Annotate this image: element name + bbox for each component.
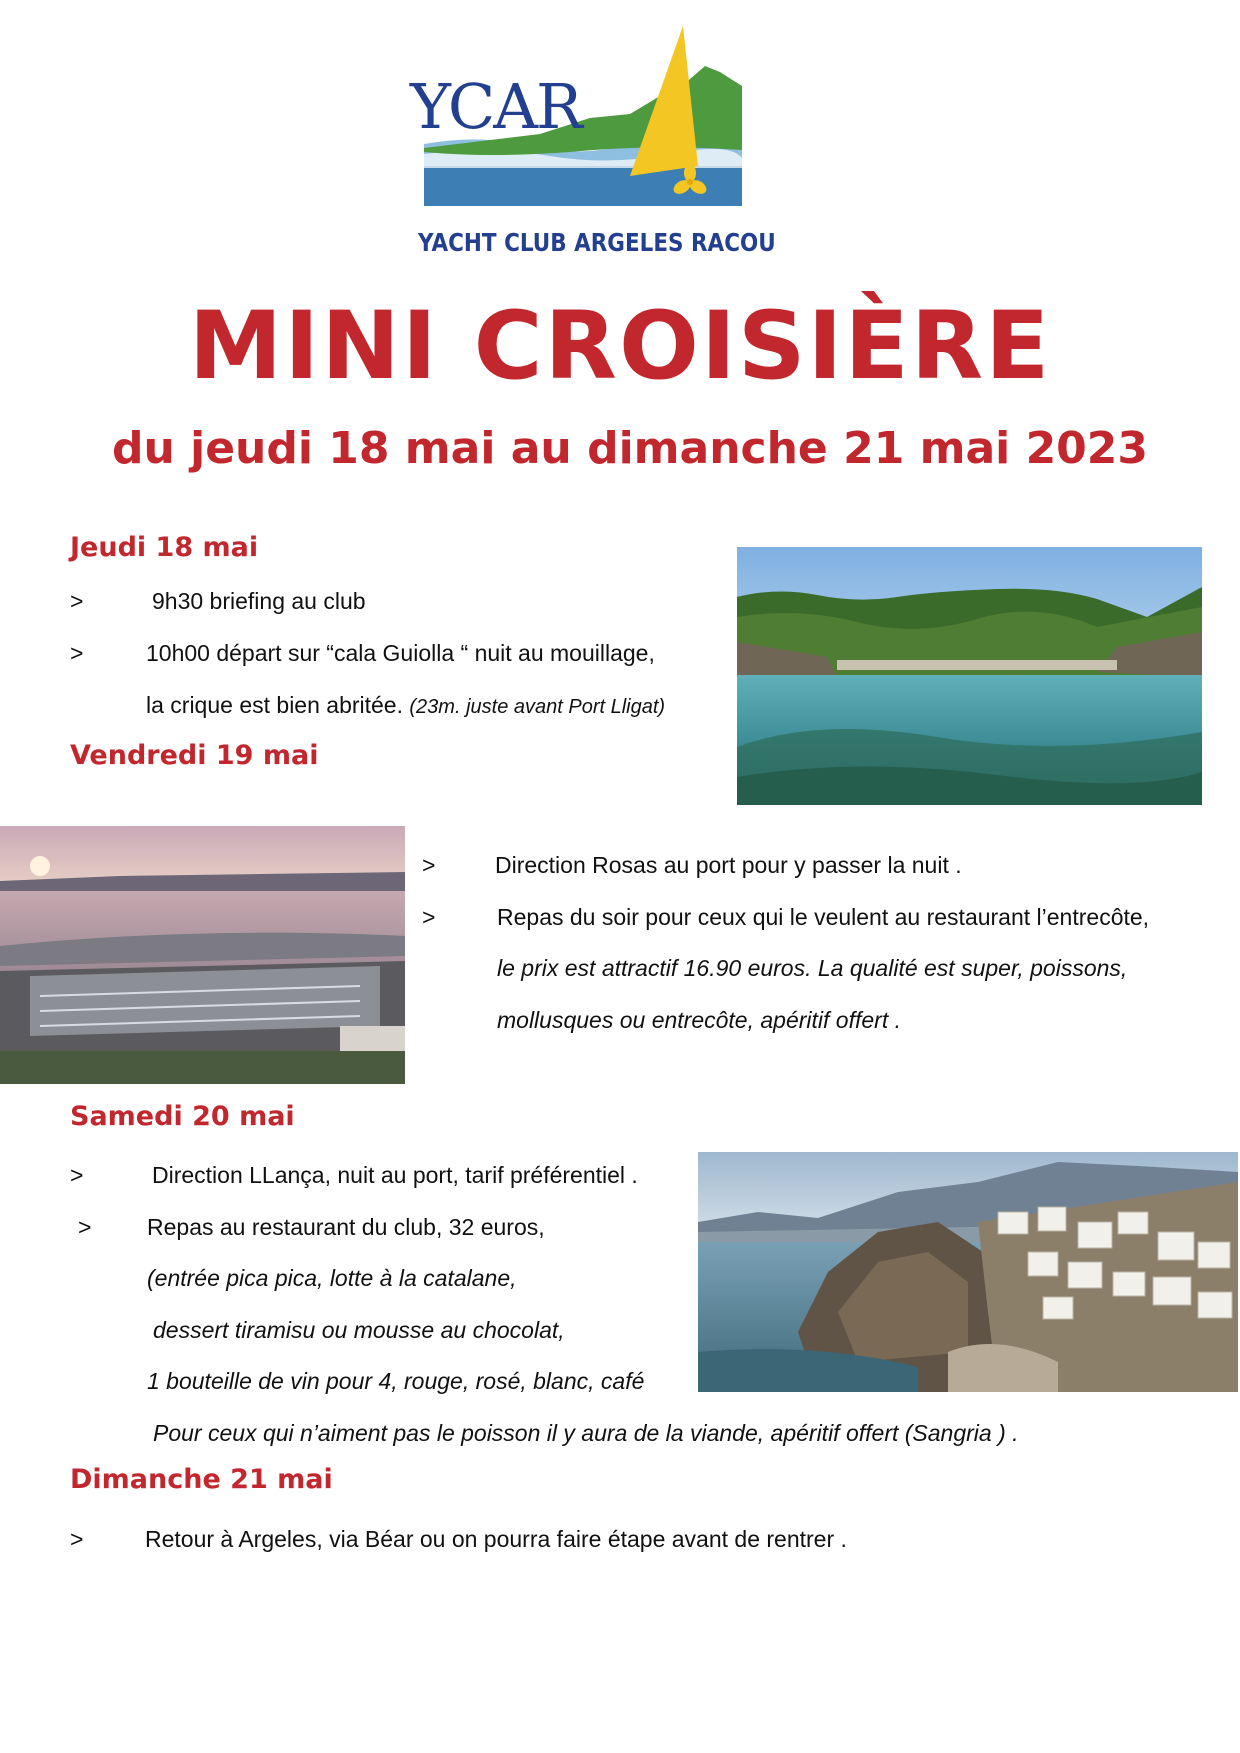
bullet-arrow: > [422, 904, 436, 930]
rosas-harbour-sunset-photo-icon [0, 826, 405, 1084]
list-item: 10h00 départ sur “cala Guiolla “ nuit au mouillage, [146, 640, 655, 666]
bullet-arrow: > [70, 1526, 84, 1552]
list-item: Pour ceux qui n’aiment pas le poisson il y aura de la viande, apéritif offert (Sangria ) . [153, 1420, 1019, 1446]
list-item: (entrée pica pica, lotte à la catalane, [147, 1265, 517, 1291]
list-item: Direction LLança, nuit au port, tarif préférentiel . [152, 1162, 638, 1188]
day-heading-dimanche: Dimanche 21 mai [70, 1464, 333, 1495]
list-item: dessert tiramisu ou mousse au chocolat, [153, 1317, 565, 1343]
cove-underwater-photo-icon [737, 547, 1202, 805]
list-item: Direction Rosas au port pour y passer la nuit . [495, 852, 962, 878]
bullet-arrow: > [78, 1214, 92, 1240]
list-item [146, 692, 665, 719]
list-item: le prix est attractif 16.90 euros. La qualité est super, poissons, [497, 955, 1128, 981]
day-heading-jeudi: Jeudi 18 mai [70, 532, 259, 563]
day-heading-samedi: Samedi 20 mai [70, 1101, 295, 1132]
day-heading-vendredi: Vendredi 19 mai [70, 740, 319, 771]
logo-text: YCAR [410, 70, 581, 143]
list-item: 1 bouteille de vin pour 4, rouge, rosé, blanc, café [147, 1368, 645, 1394]
bullet-arrow: > [70, 588, 84, 614]
bullet-arrow: > [70, 640, 84, 666]
bullet-arrow: > [70, 1162, 84, 1188]
list-item: mollusques ou entrecôte, apéritif offert . [497, 1007, 901, 1033]
list-item: Retour à Argeles, via Béar ou on pourra faire étape avant de rentrer . [145, 1526, 847, 1552]
bullet-arrow: > [422, 852, 436, 878]
club-name: YACHT CLUB ARGELES RACOU [418, 228, 776, 257]
date-range-subtitle: du jeudi 18 mai au dimanche 21 mai 2023 [111, 423, 1149, 474]
page-title: MINI CROISIÈRE [188, 292, 1052, 401]
list-item-text: la crique est bien abritée. [146, 692, 403, 718]
list-item: Repas du soir pour ceux qui le veulent au restaurant l’entrecôte, [497, 904, 1150, 930]
logo-sail [630, 26, 698, 176]
list-item: Repas au restaurant du club, 32 euros, [147, 1214, 545, 1240]
list-item: 9h30 briefing au club [152, 588, 366, 614]
list-item-note: (23m. juste avant Port Lligat) [409, 696, 666, 718]
llanca-coast-village-photo-icon [698, 1152, 1238, 1392]
